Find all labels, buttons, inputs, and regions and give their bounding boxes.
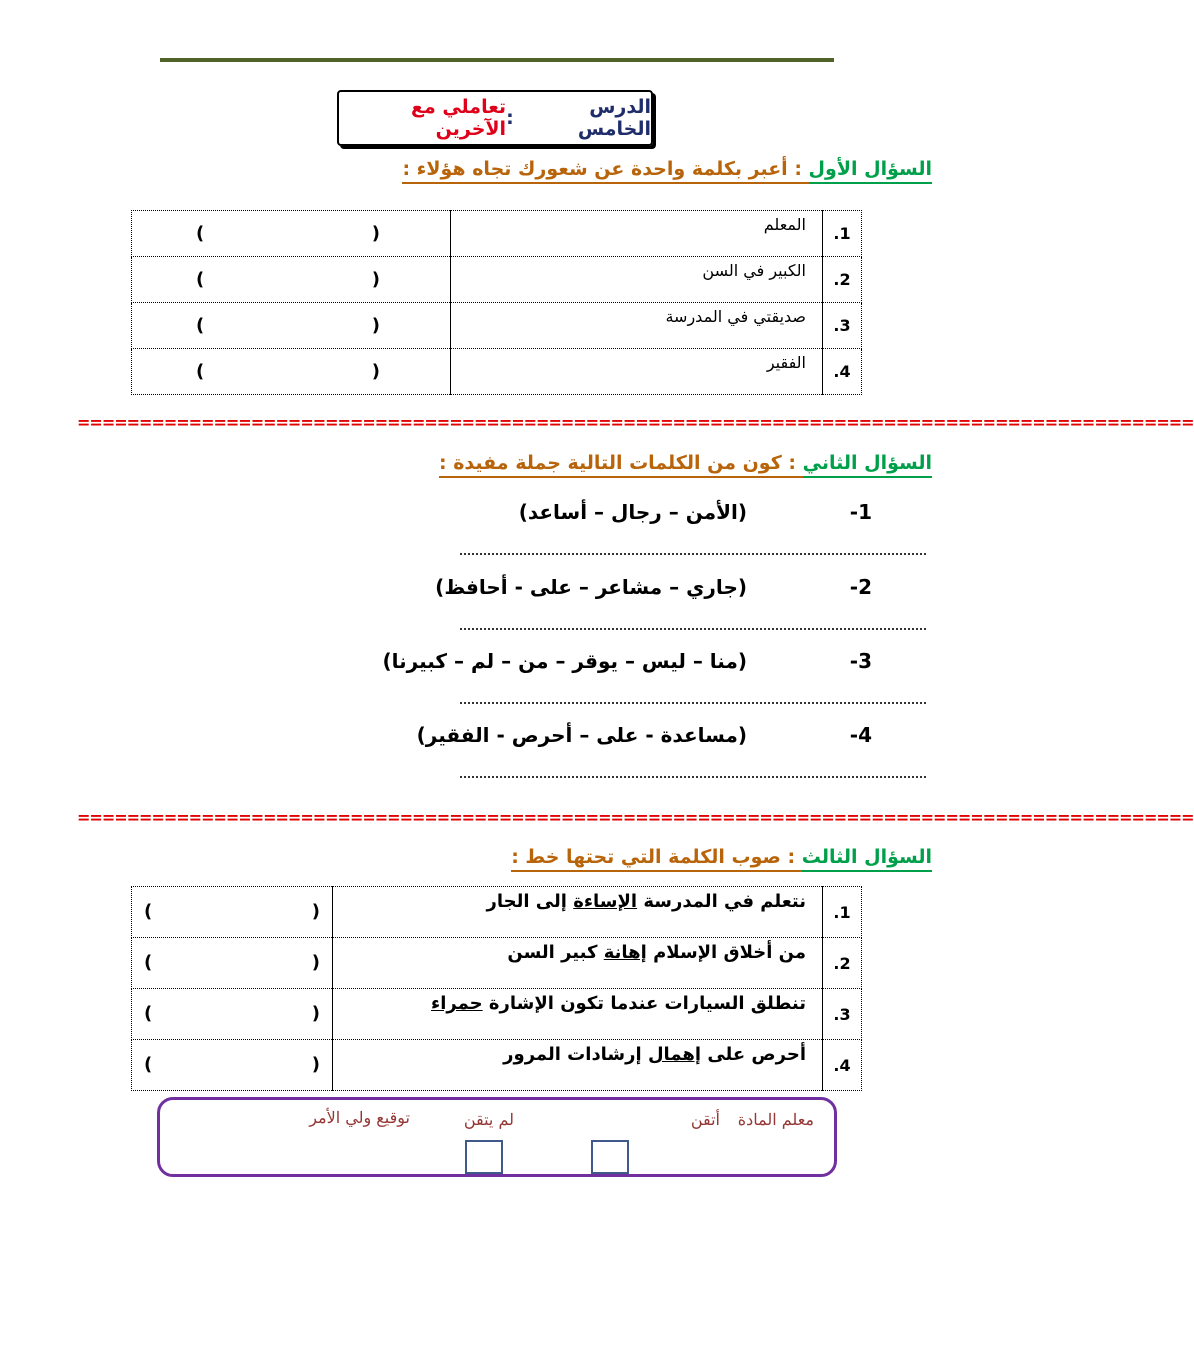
- answer-parens: [132, 269, 450, 291]
- row-number: 2.: [823, 257, 862, 303]
- q3-row: [132, 989, 862, 1040]
- q1-row: [132, 303, 862, 349]
- paren-close: ): [371, 222, 380, 244]
- q2-instruction: كون من الكلمات التالية جملة مفيدة: [453, 452, 782, 478]
- answer-cell[interactable]: [132, 1040, 333, 1091]
- answer-cell[interactable]: [132, 989, 333, 1040]
- paren-close: ): [311, 1003, 320, 1024]
- not-mastered-checkbox[interactable]: [465, 1140, 503, 1174]
- q1-row: [132, 211, 862, 257]
- sentence-start: نتعلم في المدرسة: [637, 891, 806, 912]
- sentence-end: إرشادات المرور: [503, 1044, 648, 1065]
- answer-parens: [132, 901, 332, 923]
- q1-instruction: أعبر بكلمة واحدة عن شعورك تجاه هؤلاء: [417, 158, 788, 184]
- lesson-topic: تعاملي مع الآخرين: [410, 96, 507, 140]
- q3-row: [132, 1040, 862, 1091]
- paren-open: (: [144, 1003, 153, 1024]
- paren-close: ): [371, 360, 380, 382]
- mastered-label: أتقن: [690, 1110, 720, 1129]
- underlined-word: حمراء: [431, 993, 483, 1014]
- row-number: 1.: [823, 211, 862, 257]
- paren-close: ): [311, 1054, 320, 1075]
- q2-heading: [439, 452, 932, 474]
- answer-cell[interactable]: [132, 257, 451, 303]
- red-separator: ==========================================================================================: [77, 808, 1194, 827]
- answer-line[interactable]: [460, 702, 926, 704]
- answer-cell[interactable]: [132, 887, 333, 938]
- row-subject: المعلم: [451, 211, 823, 257]
- row-number: 3.: [823, 989, 862, 1040]
- q2-end: :: [439, 452, 453, 478]
- item-words: (الأمن – رجال – أساعد): [518, 500, 747, 524]
- q2-item: [417, 723, 872, 747]
- q3-colon: :: [781, 846, 802, 872]
- row-sentence: [333, 887, 823, 938]
- row-subject: الفقير: [451, 349, 823, 395]
- q3-label: السؤال الثالث: [802, 846, 932, 872]
- q3-instruction: صوب الكلمة التي تحتها خط: [525, 846, 780, 872]
- paren-close: ): [311, 952, 320, 973]
- answer-line[interactable]: [460, 553, 926, 555]
- sentence-start: من أخلاق الإسلام: [646, 942, 806, 963]
- underlined-word: إهمال: [647, 1044, 702, 1065]
- q1-colon: :: [788, 158, 809, 184]
- row-number: 1.: [823, 887, 862, 938]
- q2-item: [435, 575, 872, 599]
- lesson-title-banner: [337, 90, 653, 146]
- red-separator: ==========================================================================================: [77, 413, 1194, 432]
- paren-open: (: [144, 1054, 153, 1075]
- underlined-word: الإساءة: [573, 891, 638, 912]
- answer-cell[interactable]: [132, 349, 451, 395]
- answer-parens: [132, 1003, 332, 1025]
- q1-label: السؤال الأول: [809, 158, 932, 184]
- item-number: 3-: [849, 649, 872, 673]
- row-sentence: [333, 989, 823, 1040]
- q3-end: :: [511, 846, 525, 872]
- row-number: 4.: [823, 349, 862, 395]
- paren-open: (: [144, 901, 153, 922]
- answer-parens: [132, 952, 332, 974]
- item-number: 4-: [849, 723, 872, 747]
- q1-table: [131, 210, 862, 395]
- q2-colon: :: [782, 452, 803, 478]
- item-number: 1-: [849, 500, 872, 524]
- paren-open: (: [196, 314, 205, 336]
- title-colon: :: [506, 107, 514, 129]
- paren-open: (: [196, 360, 205, 382]
- lesson-number: الدرس الخامس: [577, 96, 651, 140]
- q1-heading: [402, 158, 932, 180]
- row-number: 2.: [823, 938, 862, 989]
- row-subject: صديقتي في المدرسة: [451, 303, 823, 349]
- q3-table: [131, 886, 862, 1091]
- row-subject: الكبير في السن: [451, 257, 823, 303]
- underlined-word: إهانة: [603, 942, 647, 963]
- answer-parens: [132, 223, 450, 245]
- answer-parens: [132, 315, 450, 337]
- q2-item: [383, 649, 873, 673]
- row-sentence: [333, 1040, 823, 1091]
- sentence-start: تنطلق السيارات عندما تكون الإشارة: [482, 993, 806, 1014]
- teacher-label: معلم المادة: [737, 1110, 814, 1129]
- row-number: 3.: [823, 303, 862, 349]
- q2-item: [519, 500, 872, 524]
- answer-line[interactable]: [460, 776, 926, 778]
- answer-parens: [132, 361, 450, 383]
- answer-parens: [132, 1054, 332, 1076]
- paren-close: ): [371, 314, 380, 336]
- answer-line[interactable]: [460, 628, 926, 630]
- row-sentence: [333, 938, 823, 989]
- paren-open: (: [196, 222, 205, 244]
- row-number: 4.: [823, 1040, 862, 1091]
- q1-row: [132, 257, 862, 303]
- answer-cell[interactable]: [132, 211, 451, 257]
- q2-label: السؤال الثاني: [803, 452, 932, 478]
- item-number: 2-: [849, 575, 872, 599]
- item-words: (مساعدة - على – أحرص - الفقير): [416, 723, 747, 747]
- not-mastered-label: لم يتقن: [463, 1110, 514, 1129]
- sentence-start: أحرص على: [701, 1044, 806, 1065]
- paren-close: ): [311, 901, 320, 922]
- paren-open: (: [196, 268, 205, 290]
- q1-row: [132, 349, 862, 395]
- q3-row: [132, 887, 862, 938]
- q1-end: :: [402, 158, 416, 184]
- top-divider: [160, 58, 834, 62]
- guardian-signature-label: توقيع ولي الأمر: [309, 1108, 410, 1127]
- q3-heading: [511, 846, 932, 868]
- mastered-checkbox[interactable]: [591, 1140, 629, 1174]
- paren-open: (: [144, 952, 153, 973]
- q3-row: [132, 938, 862, 989]
- answer-cell[interactable]: [132, 303, 451, 349]
- item-words: (منا – ليس – يوقر – من – لم – كبيرنا): [382, 649, 747, 673]
- item-words: (جاري – مشاعر – على - أحافظ): [435, 575, 747, 599]
- sentence-end: كبير السن: [507, 942, 604, 963]
- paren-close: ): [371, 268, 380, 290]
- answer-cell[interactable]: [132, 938, 333, 989]
- sentence-end: إلى الجار: [486, 891, 574, 912]
